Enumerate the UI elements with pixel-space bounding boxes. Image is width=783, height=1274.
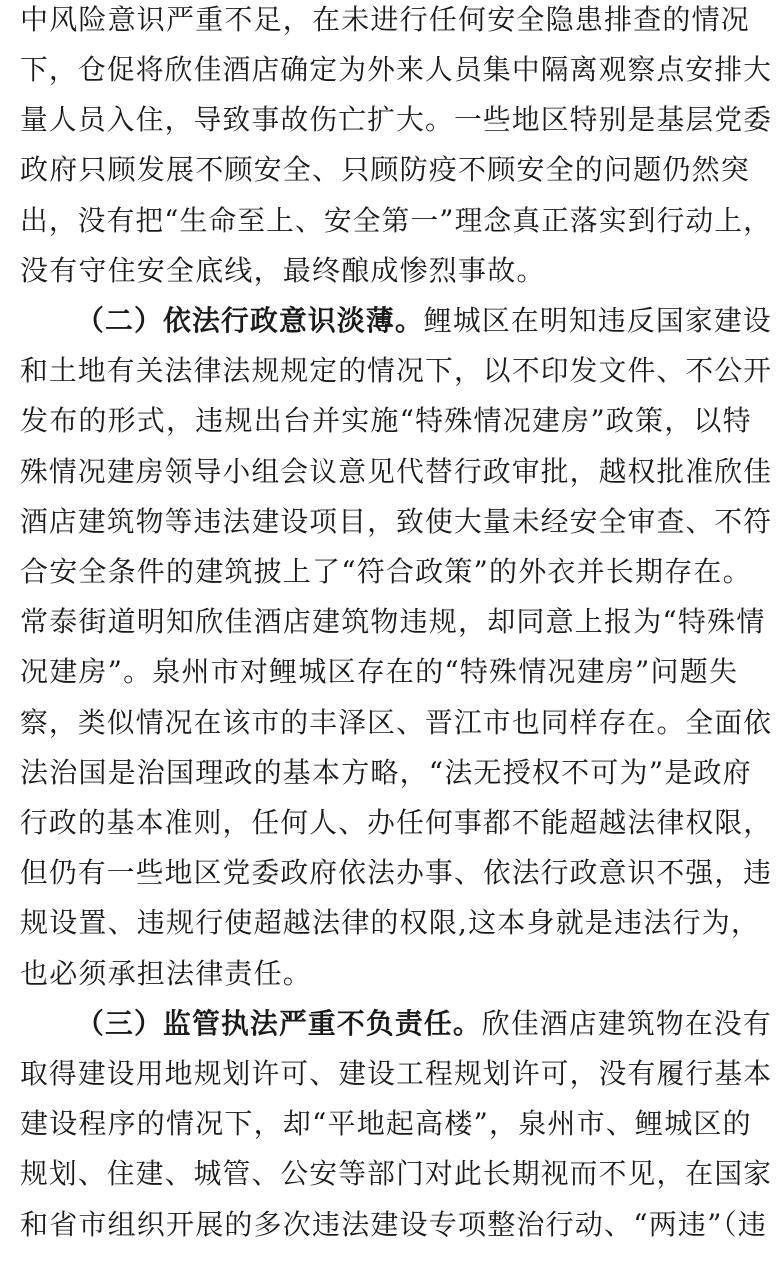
text-line: 规划、住建、城管、公安等部门对此长期视而不见，在国家	[20, 1157, 773, 1190]
text-line: 出，没有把“生命至上、安全第一”理念真正落实到行动上，	[20, 204, 773, 237]
text-line: 取得建设用地规划许可、建设工程规划许可，没有履行基本	[20, 1057, 773, 1090]
text-run: 鲤城区在明知违反国家建设	[423, 304, 772, 337]
text-line: 和省市组织开展的多次违法建设专项整治行动、“两违”（违	[20, 1208, 768, 1241]
text-line: 和土地有关法律法规规定的情况下，以不印发文件、不公开	[20, 354, 773, 387]
text-line: 下，仓促将欣佳酒店确定为外来人员集中隔离观察点安排大	[20, 53, 773, 86]
section-heading: （三）监管执法严重不负责任。	[76, 1007, 482, 1040]
text-line: 量人员入住，导致事故伤亡扩大。一些地区特别是基层党委	[20, 103, 773, 136]
text-line: 合安全条件的建筑披上了“符合政策”的外衣并长期存在。	[20, 555, 752, 588]
text-run: 欣佳酒店建筑物在没有	[481, 1007, 772, 1040]
text-line: 建设程序的情况下，却“平地起高楼”，泉州市、鲤城区的	[20, 1107, 752, 1140]
text-line: 行政的基本准则，任何人、办任何事都不能超越法律权限，	[20, 806, 773, 839]
text-line: 政府只顾发展不顾安全、只顾防疫不顾安全的问题仍然突	[20, 153, 751, 186]
section-heading: （二）依法行政意识淡薄。	[76, 304, 424, 337]
text-line: 法治国是治国理政的基本方略，“法无授权不可为”是政府	[20, 756, 752, 789]
text-line: 常泰街道明知欣佳酒店建筑物违规，却同意上报为“特殊情	[20, 605, 766, 638]
text-line: 殊情况建房领导小组会议意见代替行政审批，越权批准欣佳	[20, 455, 773, 488]
text-line: 中风险意识严重不足，在未进行任何安全隐患排查的情况	[20, 3, 751, 36]
text-line: 发布的形式，违规出台并实施“特殊情况建房”政策，以特	[20, 404, 752, 437]
text-line: 也必须承担法律责任。	[20, 957, 313, 990]
text-line: 酒店建筑物等违法建设项目，致使大量未经安全审查、不符	[20, 505, 773, 538]
text-line	[76, 301, 772, 341]
text-line: 规设置、违规行使超越法律的权限,这本身就是违法行为，	[20, 906, 761, 939]
text-line: 没有守住安全底线，最终酿成惨烈事故。	[20, 254, 546, 287]
text-line	[76, 1004, 772, 1044]
text-line: 察，类似情况在该市的丰泽区、晋江市也同样存在。全面依	[20, 706, 773, 739]
text-line: 况建房”。泉州市对鲤城区存在的“特殊情况建房”问题失	[20, 655, 739, 688]
text-line: 但仍有一些地区党委政府依法办事、依法行政意识不强，违	[20, 856, 773, 889]
